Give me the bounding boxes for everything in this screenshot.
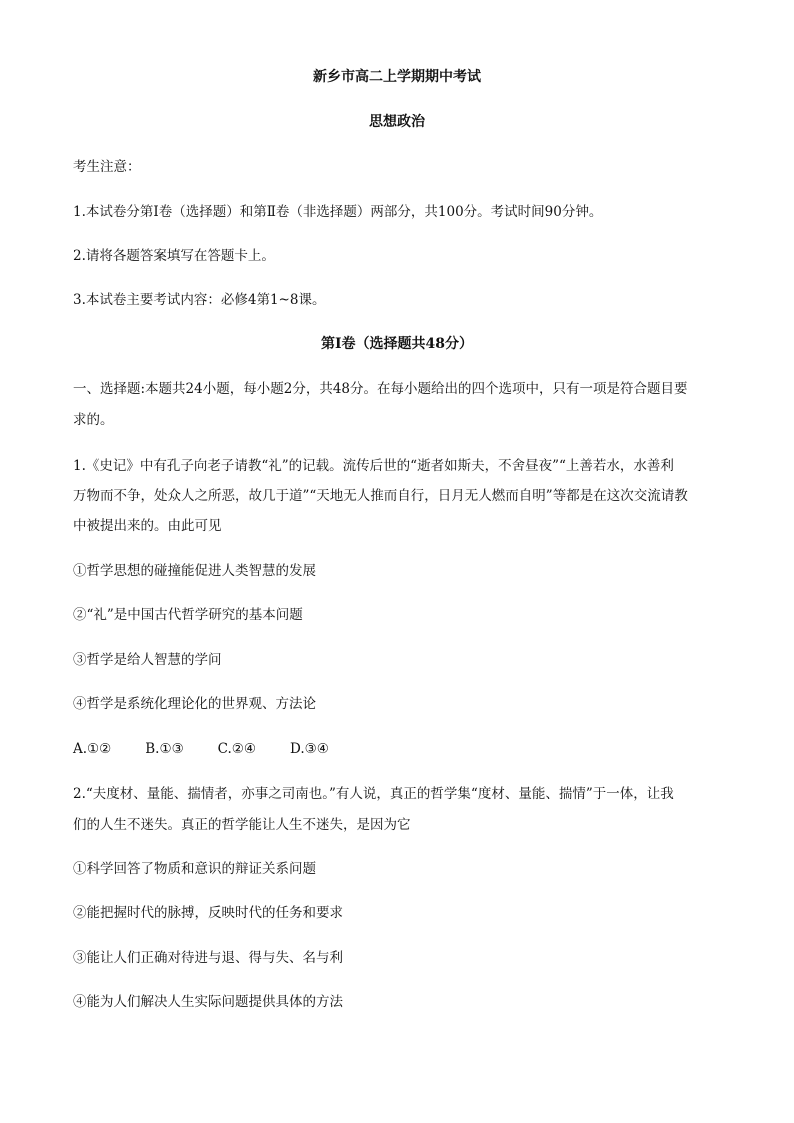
question-2-item: ①科学回答了物质和意识的辩证关系问题 xyxy=(73,861,316,877)
option-d: D.③④ xyxy=(290,741,329,757)
question-1-item: ②“礼”是中国古代哲学研究的基本问题 xyxy=(73,607,303,623)
exam-title: 新乡市高二上学期期中考试 xyxy=(313,69,481,85)
notice-item: 1.本试卷分第Ⅰ卷（选择题）和第Ⅱ卷（非选择题）两部分，共100分。考试时间90分钟。 xyxy=(73,204,603,220)
question-1-stem: 万物而不争，处众人之所恶，故几于道”“天地无人推而自行，日月无人燃而自明”等都是在这次交流请教 xyxy=(73,488,688,504)
question-2-item: ③能让人们正确对待进与退、得与失、名与利 xyxy=(73,950,343,966)
notice-item: 2.请将各题答案填写在答题卡上。 xyxy=(73,248,275,264)
question-1-item: ③哲学是给人智慧的学问 xyxy=(73,652,222,668)
question-1-item: ①哲学思想的碰撞能促进人类智慧的发展 xyxy=(73,563,316,579)
subject-title: 思想政治 xyxy=(369,114,425,130)
question-1-item: ④哲学是系统化理论化的世界观、方法论 xyxy=(73,696,316,712)
section-title: 第Ⅰ卷（选择题共48分） xyxy=(320,336,474,352)
question-2-stem: 2.“夫度材、量能、揣情者，亦事之司南也。”有人说，真正的哲学集“度材、量能、揣情”于一体，让我 xyxy=(73,786,674,802)
question-1-options xyxy=(73,739,363,759)
question-2-item: ②能把握时代的脉搏，反映时代的任务和要求 xyxy=(73,905,343,921)
question-1-stem: 中被提出来的。由此可见 xyxy=(73,518,222,534)
notice-item: 3.本试卷主要考试内容：必修4第1~8课。 xyxy=(73,292,326,308)
notice-heading: 考生注意： xyxy=(73,159,141,175)
section-intro-line: 一、选择题:本题共24小题，每小题2分，共48分。在每小题给出的四个选项中，只有一项是符合题目要 xyxy=(73,381,688,397)
option-c: C.②④ xyxy=(217,741,257,757)
question-2-stem: 们的人生不迷失。真正的哲学能让人生不迷失，是因为它 xyxy=(73,817,411,833)
option-a: A.①② xyxy=(73,741,112,757)
option-b: B.①③ xyxy=(145,741,184,757)
question-1-stem: 1.《史记》中有孔子向老子请教“礼”的记载。流传后世的“逝者如斯夫，不舍昼夜”“上善若水，水善利 xyxy=(73,458,674,474)
section-intro-line: 求的。 xyxy=(73,412,114,428)
question-2-item: ④能为人们解决人生实际问题提供具体的方法 xyxy=(73,994,343,1010)
